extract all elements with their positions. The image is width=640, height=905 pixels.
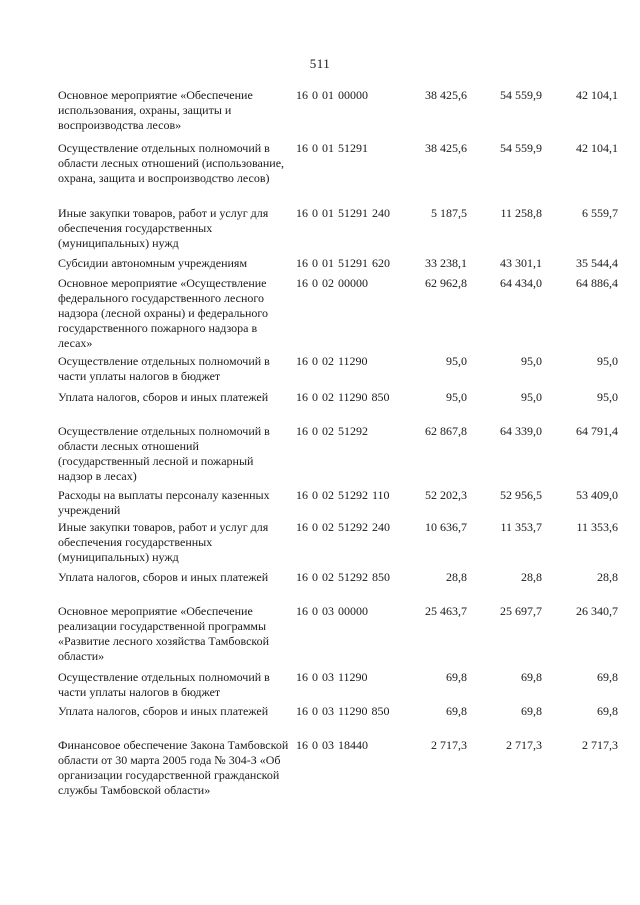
row-value-3: 53 409,0: [576, 488, 618, 502]
row-name: Расходы на выплаты персоналу казенных учреждений: [58, 488, 270, 517]
row-value-2: 64 434,0: [500, 276, 542, 290]
row-code: 16 0 02 51292 110: [296, 488, 390, 502]
row-value-3: 69,8: [597, 704, 618, 718]
row-code: 16 0 01 51291: [296, 141, 368, 155]
row-code: 16 0 02 51292: [296, 424, 368, 438]
row-value-3: 95,0: [597, 390, 618, 404]
row-value-2: 54 559,9: [500, 88, 542, 102]
row-value-3: 6 559,7: [582, 206, 618, 220]
row-name: Уплата налогов, сборов и иных платежей: [58, 704, 269, 718]
row-code: 16 0 03 00000: [296, 604, 368, 618]
row-value-1: 95,0: [446, 354, 467, 368]
row-value-1: 28,8: [446, 570, 467, 584]
row-value-3: 11 353,6: [576, 520, 618, 534]
row-value-2: 52 956,5: [500, 488, 542, 502]
row-value-3: 64 886,4: [576, 276, 618, 290]
row-code: 16 0 03 11290 850: [296, 704, 390, 718]
row-value-1: 33 238,1: [425, 256, 467, 270]
row-value-2: 43 301,1: [500, 256, 542, 270]
row-value-3: 26 340,7: [576, 604, 618, 618]
row-name: Основное мероприятие «Осуществление федерального государственного лесного надзора (лесной охраны) и федерального государственного пожарного надзора в лесах»: [58, 276, 269, 350]
row-value-2: 11 353,7: [500, 520, 542, 534]
row-value-2: 25 697,7: [500, 604, 542, 618]
row-name: Иные закупки товаров, работ и услуг для обеспечения государственных (муниципальных) нужд: [58, 206, 269, 250]
row-value-1: 10 636,7: [425, 520, 467, 534]
row-value-3: 35 544,4: [576, 256, 618, 270]
row-value-1: 62 867,8: [425, 424, 467, 438]
row-code: 16 0 01 00000: [296, 88, 368, 102]
row-code: 16 0 01 51291 240: [296, 206, 390, 220]
row-code: 16 0 03 18440: [296, 738, 368, 752]
row-value-1: 38 425,6: [425, 88, 467, 102]
row-value-2: 28,8: [521, 570, 542, 584]
row-value-2: 69,8: [521, 670, 542, 684]
row-name: Основное мероприятие «Обеспечение использования, охраны, защиты и воспроизводства лесов»: [58, 88, 253, 132]
row-value-3: 95,0: [597, 354, 618, 368]
row-value-1: 62 962,8: [425, 276, 467, 290]
row-value-1: 38 425,6: [425, 141, 467, 155]
row-name: Уплата налогов, сборов и иных платежей: [58, 390, 269, 404]
row-value-3: 64 791,4: [576, 424, 618, 438]
row-value-2: 95,0: [521, 390, 542, 404]
row-value-3: 2 717,3: [582, 738, 618, 752]
row-name: Субсидии автономным учреждениям: [58, 256, 248, 270]
row-value-1: 25 463,7: [425, 604, 467, 618]
row-name: Осуществление отдельных полномочий в части уплаты налогов в бюджет: [58, 670, 270, 699]
row-value-1: 95,0: [446, 390, 467, 404]
row-code: 16 0 02 51292 240: [296, 520, 390, 534]
row-value-3: 69,8: [597, 670, 618, 684]
row-code: 16 0 01 51291 620: [296, 256, 390, 270]
row-code: 16 0 02 00000: [296, 276, 368, 290]
row-value-3: 42 104,1: [576, 88, 618, 102]
row-code: 16 0 02 11290 850: [296, 390, 390, 404]
row-value-1: 2 717,3: [431, 738, 467, 752]
row-value-1: 69,8: [446, 704, 467, 718]
row-name: Уплата налогов, сборов и иных платежей: [58, 570, 269, 584]
row-value-1: 5 187,5: [431, 206, 467, 220]
row-name: Осуществление отдельных полномочий в области лесных отношений (государственный лесной и пожарный надзор в лесах): [58, 424, 270, 483]
row-value-2: 11 258,8: [500, 206, 542, 220]
row-name: Основное мероприятие «Обеспечение реализации государственной программы «Развитие лесного хозяйства Тамбовской области»: [58, 604, 270, 663]
row-code: 16 0 02 11290: [296, 354, 368, 368]
row-value-3: 28,8: [597, 570, 618, 584]
row-value-2: 2 717,3: [506, 738, 542, 752]
row-name: Осуществление отдельных полномочий в части уплаты налогов в бюджет: [58, 354, 270, 383]
row-value-2: 69,8: [521, 704, 542, 718]
row-name: Финансовое обеспечение Закона Тамбовской области от 30 марта 2005 года № 304-З «Об организации государственной гражданской службы Тамбовской области»: [58, 738, 289, 797]
row-code: 16 0 02 51292 850: [296, 570, 390, 584]
row-name: Осуществление отдельных полномочий в области лесных отношений (использование, охрана, защита и воспроизводство лесов): [58, 141, 285, 185]
row-name: Иные закупки товаров, работ и услуг для обеспечения государственных (муниципальных) нужд: [58, 520, 269, 564]
row-value-1: 69,8: [446, 670, 467, 684]
row-value-1: 52 202,3: [425, 488, 467, 502]
row-code: 16 0 03 11290: [296, 670, 368, 684]
row-value-2: 95,0: [521, 354, 542, 368]
row-value-2: 64 339,0: [500, 424, 542, 438]
page-number: 511: [309, 56, 331, 71]
row-value-3: 42 104,1: [576, 141, 618, 155]
row-value-2: 54 559,9: [500, 141, 542, 155]
